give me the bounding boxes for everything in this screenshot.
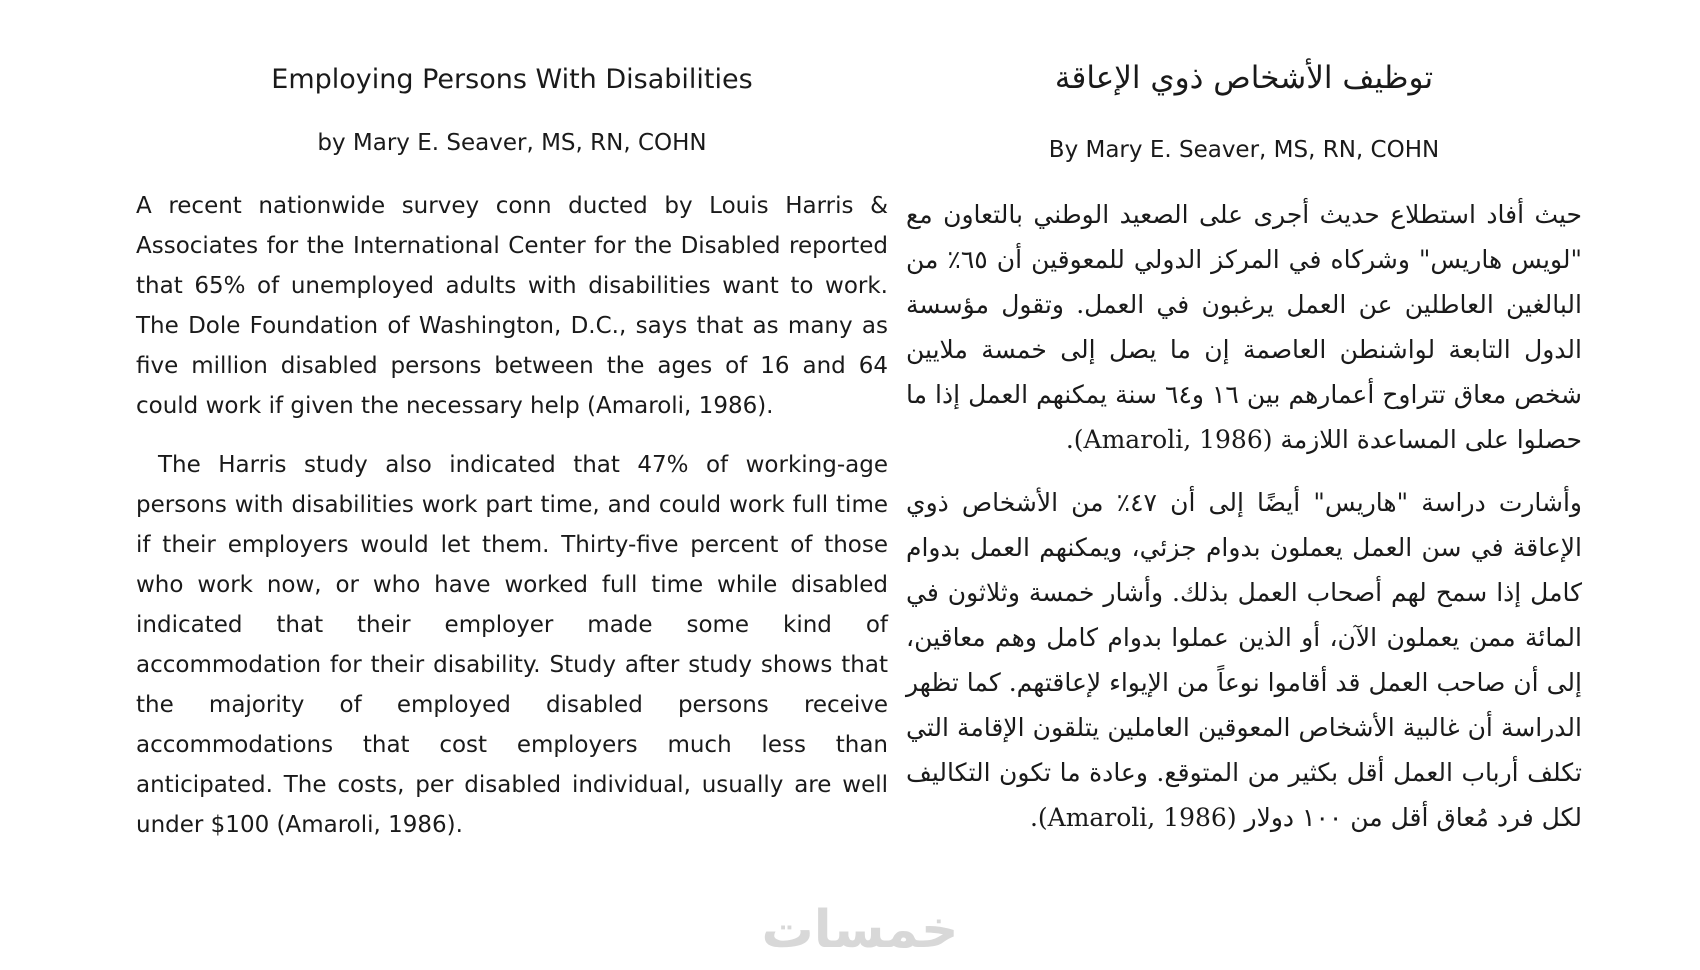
watermark-logo: خمسات (761, 900, 959, 960)
arabic-paragraph-2: وأشارت دراسة "هاريس" أيضًا إلى أن ٤٧٪ من الأشخاص ذوي الإعاقة في سن العمل يعملون بدوام جزئي، ويمكنهم العمل بدوام كامل إذا سمح لهم أصحاب العمل بذلك. وأشار خمسة وثلاثون في المائة ممن يعملون الآن، أو الذين عملوا بدوام كامل وهم معاقين، إلى أن صاحب العمل قد أقاموا نوعاً من الإيواء لإعاقتهم. كما تظهر الدراسة أن غالبية الأشخاص المعوقين العاملين يتلقون الإقامة التي تكلف أرباب العمل أقل بكثير من المتوقع. وعادة ما تكون التكاليف لكل فرد مُعاق أقل من ١٠٠ دولار (Amaroli, 1986). (906, 488, 1583, 832)
english-paragraph-2: The Harris study also indicated that 47% of working-age persons with disabilities work part time, and could work full time if their employers would let them. Thirty-five percent of those who work now, or who have worked full time while disabled indicated that their employer made some kind of accommodation for their disability. Study after study shows that the majority of employed disabled persons receive accommodations that cost employers much less than anticipated. The costs, per disabled individual, usually are well under $100 (Amaroli, 1986). (136, 452, 888, 838)
arabic-byline: By Mary E. Seaver, MS, RN, COHN (1048, 137, 1440, 163)
arabic-title: توظيف الأشخاص ذوي الإعاقة (1054, 60, 1434, 96)
english-title: Employing Persons With Disabilities (271, 64, 753, 95)
english-byline: by Mary E. Seaver, MS, RN, COHN (317, 130, 707, 156)
arabic-paragraph-1: حيث أفاد استطلاع حديث أجرى على الصعيد الوطني بالتعاون مع "لويس هاريس" وشركاه في المركز الدولي للمعوقين أن ٦٥٪ من البالغين العاطلين عن العمل يرغبون في العمل. وتقول مؤسسة الدول التابعة لواشنطن العاصمة إن ما يصل إلى خمسة ملايين شخص معاق تتراوح أعمارهم بين ١٦ و٦٤ سنة يمكنهم العمل إذا ما حصلوا على المساعدة اللازمة (Amaroli, 1986). (906, 200, 1583, 454)
english-paragraph-1: A recent nationwide survey conn ducted by Louis Harris & Associates for the International Center for the Disabled reported that 65% of unemployed adults with disabilities want to work. The Dole Foundation of Washington, D.C., says that as many as five million disabled persons between the ages of 16 and 64 could work if given the necessary help (Amaroli, 1986). (136, 193, 888, 419)
